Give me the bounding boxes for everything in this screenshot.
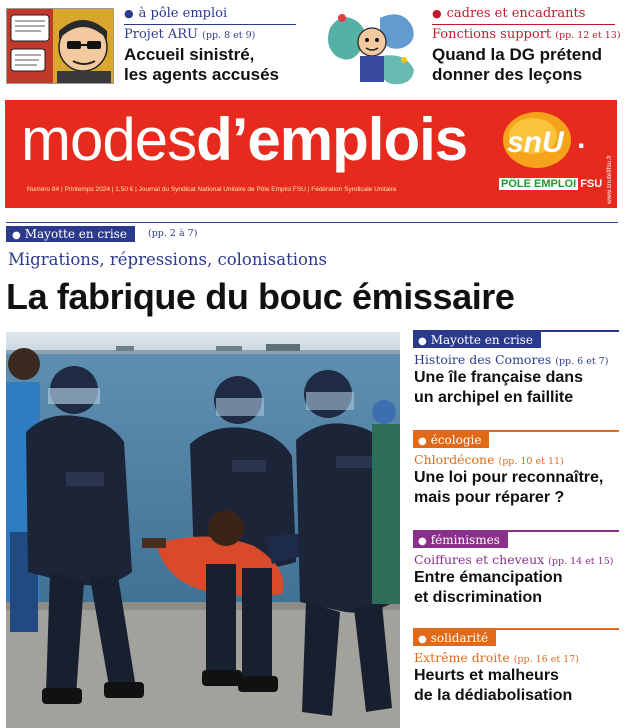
cartoon-illustration xyxy=(7,9,114,84)
sidebar-item-solidarite[interactable] xyxy=(413,628,619,720)
cartoon-thumbnail xyxy=(322,8,420,88)
cover-photo xyxy=(6,332,400,728)
teaser-subject: Projet ARU (pp. 8 et 9) xyxy=(124,27,256,42)
bullet-icon: ● xyxy=(12,230,21,241)
pole-emploi-fsu-label: PÔLE EMPLOI FSU xyxy=(501,178,603,190)
masthead-title[interactable]: modesd’emplois xyxy=(21,106,468,173)
teaser-category: ● cadres et encadrants xyxy=(432,6,586,21)
teaser-pole-emploi[interactable] xyxy=(0,0,310,92)
teaser-divider xyxy=(124,24,296,25)
bullet-icon: ● xyxy=(418,634,427,645)
sidebar-item-ecologie[interactable] xyxy=(413,430,619,522)
teaser-category: ● à pôle emploi xyxy=(124,6,228,21)
cartoon-thumbnail xyxy=(6,8,114,84)
teaser-subject: Fonctions support (pp. 12 et 13) xyxy=(432,27,621,42)
website-url[interactable]: www.snutefifsu.fr xyxy=(606,154,613,204)
sidebar-tag: ● solidarité xyxy=(413,630,496,646)
sidebar-tag: ● féminismes xyxy=(413,532,508,548)
sidebar-item-feminismes[interactable] xyxy=(413,530,619,622)
snu-logo-icon[interactable] xyxy=(499,108,595,170)
bullet-icon: ● xyxy=(418,536,427,547)
bullet-icon: ● xyxy=(432,7,442,20)
sidebar-tag: ● Mayotte en crise xyxy=(413,332,541,348)
sidebar-headline[interactable]: Heurts et malheurs de la dédiabolisation xyxy=(414,667,573,704)
police-arrest-photo xyxy=(6,332,400,728)
main-divider xyxy=(6,222,618,223)
sidebar-subject: Chlordécone (pp. 10 et 11) xyxy=(414,452,564,467)
bullet-icon: ● xyxy=(124,7,134,20)
masthead xyxy=(5,100,617,208)
teaser-headline[interactable]: Accueil sinistré, les agents accusés xyxy=(124,45,279,84)
teaser-divider xyxy=(432,24,615,25)
main-pages: (pp. 2 à 7) xyxy=(148,228,198,239)
teaser-headline[interactable]: Quand la DG prétend donner des leçons xyxy=(432,45,603,84)
teaser-cadres[interactable] xyxy=(310,0,625,92)
sidebar-headline[interactable]: Entre émancipation et discrimination xyxy=(414,569,563,606)
cartoon-illustration xyxy=(322,8,420,88)
snu-logo-dot: . xyxy=(577,122,586,155)
sidebar-headline[interactable]: Une île française dans un archipel en faillite xyxy=(414,369,583,406)
snu-logo-text: snU xyxy=(507,126,564,159)
bullet-icon: ● xyxy=(418,436,427,447)
sidebar-subject: Extrême droite (pp. 16 et 17) xyxy=(414,650,579,665)
sidebar-subject: Histoire des Comores (pp. 6 et 7) xyxy=(414,352,609,367)
sidebar-headline[interactable]: Une loi pour reconnaître, mais pour réparer ? xyxy=(414,469,604,506)
main-section-tag[interactable]: ● Mayotte en crise xyxy=(6,226,135,242)
sidebar-tag: ● écologie xyxy=(413,432,489,448)
main-title[interactable]: La fabrique du bouc émissaire xyxy=(6,276,515,317)
main-subtitle: Migrations, répressions, colonisations xyxy=(8,250,328,269)
bullet-icon: ● xyxy=(418,336,427,347)
sidebar-subject: Coiffures et cheveux (pp. 14 et 15) xyxy=(414,552,614,567)
sidebar-item-mayotte[interactable] xyxy=(413,330,619,422)
masthead-issue-info: Numéro 84 | Printemps 2024 | 1,50 € | Journal du Syndicat National Unitaire de Pôle Emploi FSU | Fédération Syndicale Unitaire xyxy=(27,186,397,193)
